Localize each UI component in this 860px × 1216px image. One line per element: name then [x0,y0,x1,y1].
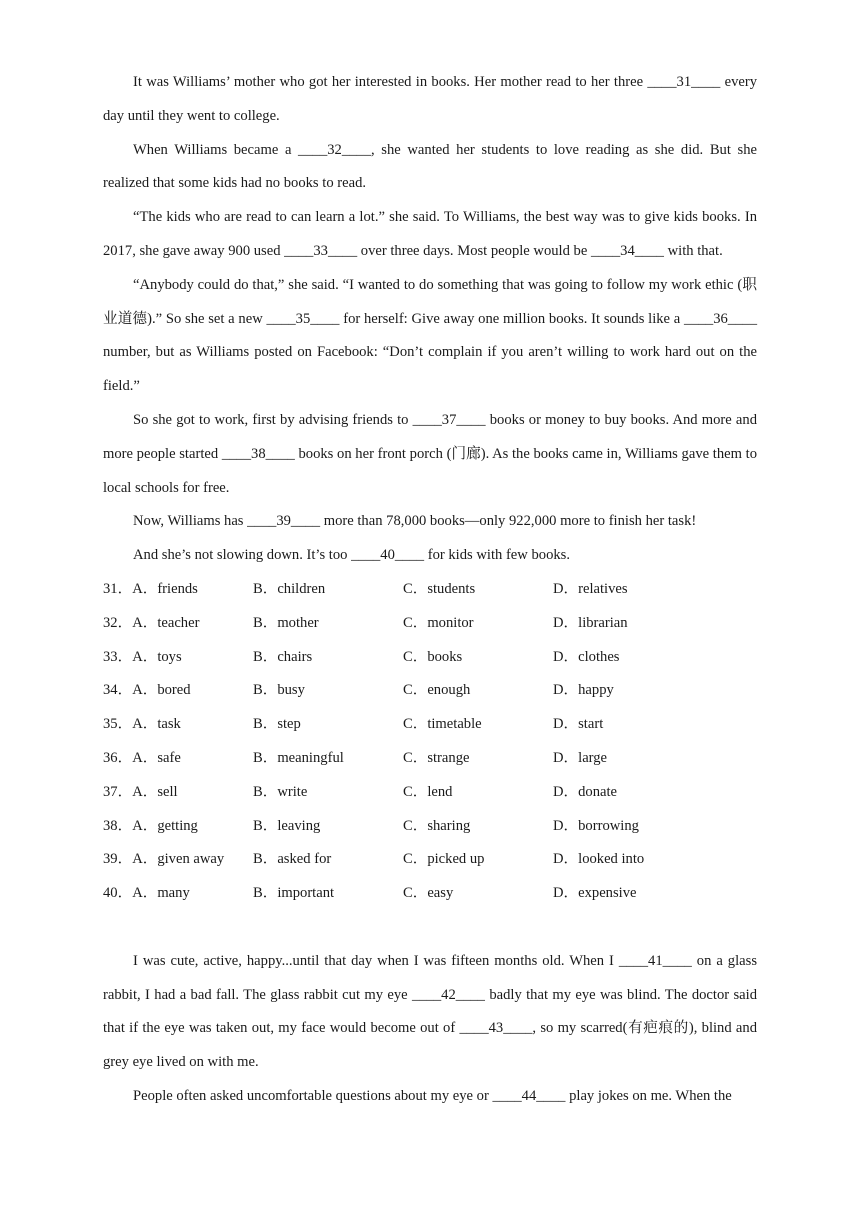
option-d: D．clothes [553,648,620,665]
option-b: B．write [253,783,308,800]
question-row [103,810,757,844]
option-c: C．enough [403,682,471,699]
option-d: D．looked into [553,851,645,868]
question-row [103,674,757,708]
option-a: 37．A．sell [103,783,178,800]
passage-one [103,66,757,573]
option-a: 33．A．toys [103,648,182,665]
option-d: D．start [553,716,604,733]
option-a: 39．A．given away [103,851,225,868]
option-c: C．strange [403,749,470,766]
option-b: B．leaving [253,817,321,834]
paragraph: People often asked uncomfortable questions about my eye or ____44____ play jokes on me. When the [133,1087,732,1104]
option-a: 31．A．friends [103,580,198,597]
option-a: 32．A．teacher [103,614,200,631]
question-row [103,776,757,810]
paragraph: It was Williams’ mother who got her interested in books. Her mother read to her three ____31____ every day until they went to college. [103,74,757,124]
option-c: C．monitor [403,614,474,631]
option-b: B．mother [253,614,319,631]
paragraph: When Williams became a ____32____, she wanted her students to love reading as she did. But she realized that some kids had no books to read. [103,141,757,192]
option-a: 35．A．task [103,716,181,733]
question-row [103,742,757,776]
option-c: C．timetable [403,716,482,733]
option-c: C．students [403,580,476,597]
question-row [103,573,757,607]
option-d: D．librarian [553,614,628,631]
option-c: C．books [403,648,463,665]
question-options [103,573,757,911]
option-c: C．picked up [403,851,485,868]
option-d: D．donate [553,783,618,800]
document-page [103,66,757,1114]
option-d: D．happy [553,682,614,699]
option-a: 36．A．safe [103,749,181,766]
option-d: D．large [553,749,608,766]
option-b: B．chairs [253,648,313,665]
option-a: 40．A．many [103,885,190,902]
option-d: D．relatives [553,580,628,597]
option-a: 38．A．getting [103,817,198,834]
question-row [103,641,757,675]
question-row [103,843,757,877]
option-c: C．easy [403,885,454,902]
question-row [103,708,757,742]
option-c: C．sharing [403,817,471,834]
option-c: C．lend [403,783,453,800]
option-a: 34．A．bored [103,682,191,699]
option-b: B．asked for [253,851,332,868]
option-d: D．borrowing [553,817,639,834]
paragraph: “The kids who are read to can learn a lot.” she said. To Williams, the best way was to give kids books. In 2017, she gave away 900 used ____33____ over three days. Most people would be ____34____ with that. [103,209,757,259]
option-b: B．children [253,580,326,597]
paragraph: I was cute, active, happy...until that day when I was fifteen months old. When I ____41____ on a glass rabbit, I had a bad fall. The glass rabbit cut my eye ____42____ badly that my eye was blind. The doctor said that if the eye was taken out, my face would become out of ____43____, so my scarred(有疤痕的), blind and grey eye lived on with me. [103,952,757,1071]
question-row [103,877,757,911]
paragraph: And she’s not slowing down. It’s too ____40____ for kids with few books. [133,547,570,564]
option-b: B．step [253,716,301,733]
option-b: B．meaningful [253,749,344,766]
option-b: B．busy [253,682,305,699]
option-d: D．expensive [553,885,637,902]
paragraph: “Anybody could do that,” she said. “I wanted to do something that was going to follow my work ethic (职业道德).” So she set a new ____35____ for herself: Give away one million books. It sounds like a ____36____ number, but as Williams posted on Facebook: “Don’t complain if you aren’t willing to work hard out on the field.” [103,276,757,395]
question-row [103,607,757,641]
passage-two [103,945,757,1114]
paragraph: Now, Williams has ____39____ more than 78,000 books—only 922,000 more to finish her task! [133,513,697,530]
section-gap [103,911,757,945]
paragraph: So she got to work, first by advising friends to ____37____ books or money to buy books. And more and more people started ____38____ books on her front porch (门廊). As the books came in, Williams gave them to local schools for free. [103,411,757,496]
option-b: B．important [253,885,335,902]
